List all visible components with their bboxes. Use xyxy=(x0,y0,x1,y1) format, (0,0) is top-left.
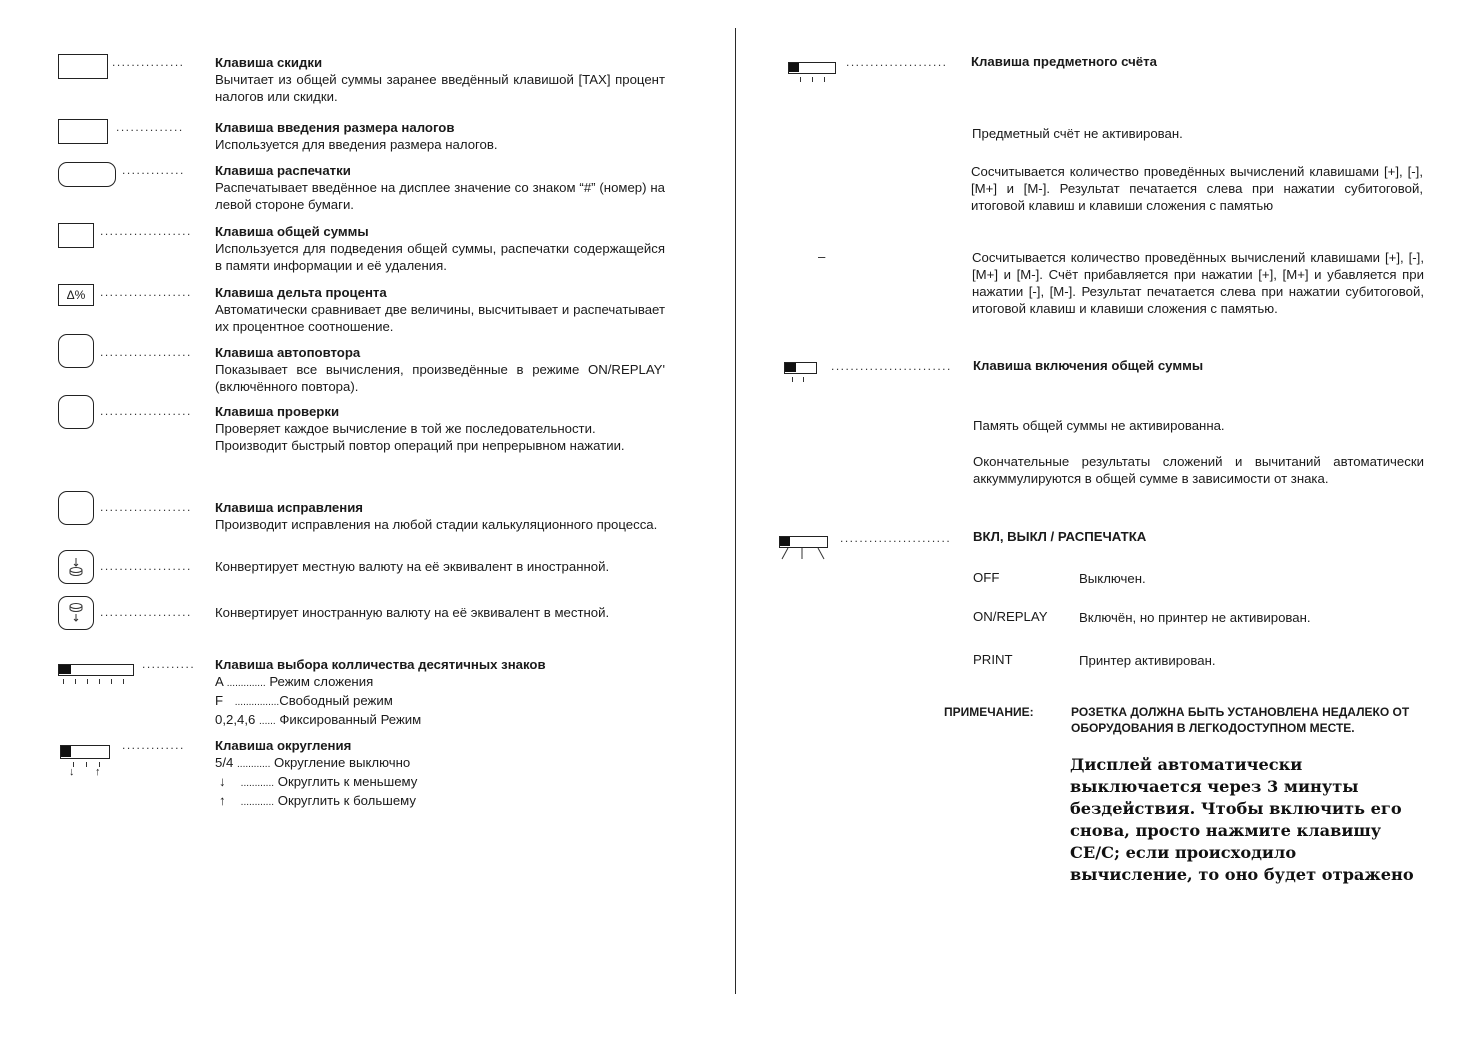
entry-text xyxy=(215,54,665,105)
entry-delta-percent-key xyxy=(58,284,670,336)
leader-dots: ................... xyxy=(100,404,192,418)
entry-title: Клавиша автоповтора xyxy=(215,345,361,360)
leader-dots: .............. xyxy=(116,120,184,134)
entry-text xyxy=(215,558,665,575)
leader-dots: ................... xyxy=(100,559,192,573)
entry-title: Клавиша введения размера налогов xyxy=(215,120,455,135)
item-count-mode1-text: Сосчитывается количество проведённых вычислений клавишами [+], [-], [M+] и [M-]. Результат печатается слева при нажатии субитоговой, итоговой клавиш и клавиши сложения с памятью xyxy=(971,164,1423,213)
entry-body: Распечатывает введённое на дисплее значение со знаком “#” (номер) на левой стороне бумаги. xyxy=(215,180,665,212)
entry-text xyxy=(215,119,665,153)
power-mode-replay: ON/REPLAY xyxy=(973,609,1048,624)
entry-body-2: Производит быстрый повтор операций при непрерывном нажатии. xyxy=(215,438,625,453)
entry-title: Клавиша общей суммы xyxy=(215,224,369,239)
grand-total-on-text: Окончательные результаты сложений и вычитаний автоматически аккуммулируются в общей сумме в зависимости от знака. xyxy=(973,454,1424,486)
decimal-row-add: A .............. Режим сложения xyxy=(215,674,374,689)
tax-key-icon xyxy=(58,119,108,144)
entry-title: Клавиша дельта процента xyxy=(215,285,387,300)
entry-title: Клавиша исправления xyxy=(215,500,363,515)
entry-title: Клавиша проверки xyxy=(215,404,340,419)
check-key-icon xyxy=(58,395,94,429)
leader-dots: ................... xyxy=(100,285,192,299)
entry-foreign-to-local-key xyxy=(58,596,670,636)
entry-text xyxy=(215,162,665,213)
power-desc-print: Принтер активирован. xyxy=(1079,653,1216,668)
entry-body: Вычитает из общей суммы заранее введённый клавишой [TAX] процент налогов или скидки. xyxy=(215,72,665,104)
entry-body: Конвертирует иностранную валюту на её эквивалент в местной. xyxy=(215,605,610,620)
entry-replay-key xyxy=(58,334,670,394)
currency-local-icon xyxy=(58,550,94,584)
entry-body: Показывает все вычисления, произведённые в режиме ON/REPLAY' (включённого повтора). xyxy=(215,362,665,394)
note-text: РОЗЕТКА ДОЛЖНА БЫТЬ УСТАНОВЛЕНА НЕДАЛЕКО ОТ ОБОРУДОВАНИЯ В ЛЕГКОДОСТУПНОМ МЕСТЕ. xyxy=(1071,705,1410,735)
entry-total-key xyxy=(58,223,670,275)
entry-text xyxy=(215,737,665,811)
entry-text xyxy=(215,604,665,621)
arrow-down-icon: ↓ xyxy=(69,766,75,778)
decimal-row-fixed: 0,2,4,6 ...... Фиксированный Режим xyxy=(215,712,422,727)
power-mode-off: OFF xyxy=(973,570,1000,585)
entry-tax-key xyxy=(58,119,670,159)
page-divider xyxy=(735,28,736,994)
entry-print-key xyxy=(58,162,670,214)
power-switch-legs-icon xyxy=(778,547,830,561)
power-mode-print: PRINT xyxy=(973,652,1013,667)
arrow-up-icon: ↑ xyxy=(95,766,101,778)
leader-dots: ................... xyxy=(100,605,192,619)
item-count-mode2-text: Сосчитывается количество проведённых вычислений клавишами [+], [-], [M+] и [M-]. Счёт прибавляется при нажатии [+], [M+] и убавляется при нажатии [-], [M-]. Результат печатается слева при нажатии субитоговой, итоговой клавиш и клавиши сложения с памятью. xyxy=(972,250,1424,316)
grand-total-title: Клавиша включения общей суммы xyxy=(973,358,1204,373)
leader-dots: ....................... xyxy=(840,531,952,545)
entry-rounding-selector xyxy=(58,737,670,809)
coin-down-icon xyxy=(59,551,93,583)
leader-dots: ............. xyxy=(122,738,185,752)
entry-text xyxy=(215,284,665,335)
entry-local-to-foreign-key xyxy=(58,550,670,590)
item-count-mode2-marker: – xyxy=(818,249,826,264)
total-key-icon xyxy=(58,223,94,248)
replay-key-icon xyxy=(58,334,94,368)
leader-dots: ................... xyxy=(100,500,192,514)
entry-body: Производит исправления на любой стадии калькуляционного процесса. xyxy=(215,517,658,532)
leader-dots: ......................... xyxy=(831,359,952,373)
print-key-icon xyxy=(58,162,116,187)
entry-text xyxy=(215,403,665,454)
leader-dots: ................... xyxy=(100,224,192,238)
discount-key-icon xyxy=(58,54,108,79)
entry-text xyxy=(215,499,665,533)
leader-dots: ............. xyxy=(122,163,185,177)
entry-body: Проверяет каждое вычисление в той же последовательности. xyxy=(215,421,596,436)
entry-body: Автоматически сравнивает две величины, высчитывает и распечатывает их процентное соотношение. xyxy=(215,302,665,334)
power-title: ВКЛ, ВЫКЛ / РАСПЕЧАТКА xyxy=(973,529,1147,544)
item-count-title: Клавиша предметного счёта xyxy=(971,54,1157,69)
correction-key-icon xyxy=(58,491,94,525)
entry-text xyxy=(215,656,665,730)
entry-title: Клавиша округления xyxy=(215,738,352,753)
display-note-text: Дисплей автоматически выключается через 3 минуты бездействия. Чтобы включить его снова, просто нажмите клавишу CE/C; если происходило вычисление, то оно будет отражено xyxy=(1070,755,1414,884)
item-count-off-text: Предметный счёт не активирован. xyxy=(972,126,1183,141)
leader-dots: ..................... xyxy=(846,55,948,69)
rounding-row-off: 5/4 ............ Округление выключно xyxy=(215,755,411,770)
currency-foreign-icon xyxy=(58,596,94,630)
leader-dots: ................... xyxy=(100,345,192,359)
entry-correction-key xyxy=(58,491,670,543)
entry-title: Клавиша скидки xyxy=(215,55,323,70)
grand-total-off-text: Память общей суммы не активированна. xyxy=(973,418,1225,433)
grand-total-switch-icon xyxy=(784,362,820,384)
entry-body: Используется для подведения общей суммы, распечатки содержащейся в памяти информации и её удаления. xyxy=(215,241,665,273)
rounding-row-up: ↑ ............ Округлить к большему xyxy=(219,793,416,808)
rounding-switch-icon xyxy=(58,745,112,785)
power-switch-icon xyxy=(778,536,830,562)
entry-title: Клавиша выбора колличества десятичных знаков xyxy=(215,657,546,672)
leader-dots: ............... xyxy=(112,55,185,69)
decimal-row-float: F ................Свободный режим xyxy=(215,693,393,708)
item-count-switch-icon xyxy=(788,62,838,84)
entry-body: Конвертирует местную валюту на её эквивалент в иностранной. xyxy=(215,559,610,574)
note-label: ПРИМЕЧАНИЕ: xyxy=(944,705,1034,719)
entry-discount-key xyxy=(58,54,670,104)
leader-dots: ........... xyxy=(142,657,196,671)
decimal-switch-icon xyxy=(58,664,136,684)
power-desc-replay: Включён, но принтер не активирован. xyxy=(1079,610,1311,625)
entry-title: Клавиша распечатки xyxy=(215,163,351,178)
delta-percent-key-icon: Δ% xyxy=(58,284,94,306)
entry-decimal-selector xyxy=(58,656,670,728)
entry-check-key xyxy=(58,395,670,490)
entry-body: Используется для введения размера налогов. xyxy=(215,137,498,152)
coin-up-icon xyxy=(59,597,93,629)
entry-text xyxy=(215,223,665,274)
rounding-row-down: ↓ ............ Округлить к меньшему xyxy=(219,774,418,789)
power-desc-off: Выключен. xyxy=(1079,571,1146,586)
entry-text xyxy=(215,344,665,395)
